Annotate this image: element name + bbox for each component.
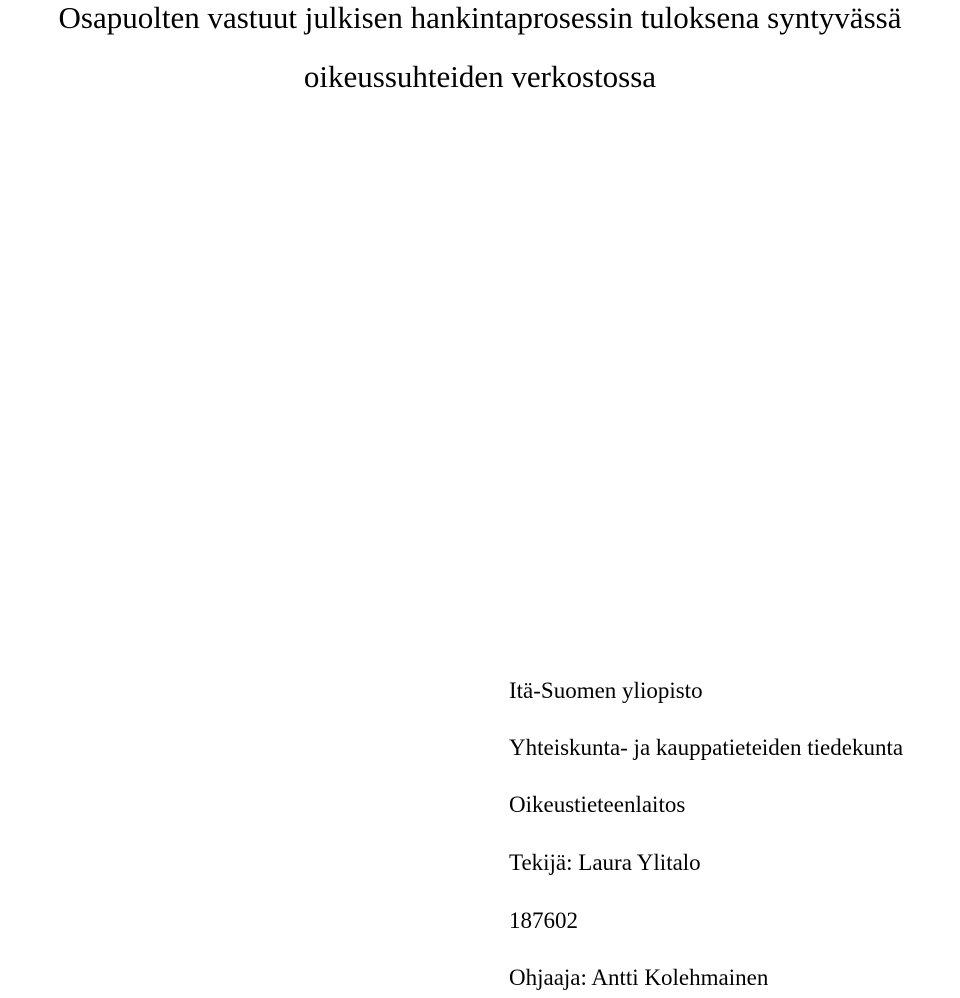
supervisor-line: Ohjaaja: Antti Kolehmainen (509, 965, 769, 990)
thesis-title-line-1: Osapuolten vastuut julkisen hankintaprosessin tuloksena syntyvässä (58, 0, 902, 35)
student-number: 187602 (509, 908, 578, 933)
author-line: Tekijä: Laura Ylitalo (509, 850, 701, 875)
thesis-title-line-2: oikeussuhteiden verkostossa (303, 59, 657, 94)
university-name: Itä-Suomen yliopisto (509, 678, 703, 703)
faculty-name: Yhteiskunta- ja kauppatieteiden tiedekunta (509, 735, 904, 760)
department-name: Oikeustieteenlaitos (509, 792, 686, 817)
